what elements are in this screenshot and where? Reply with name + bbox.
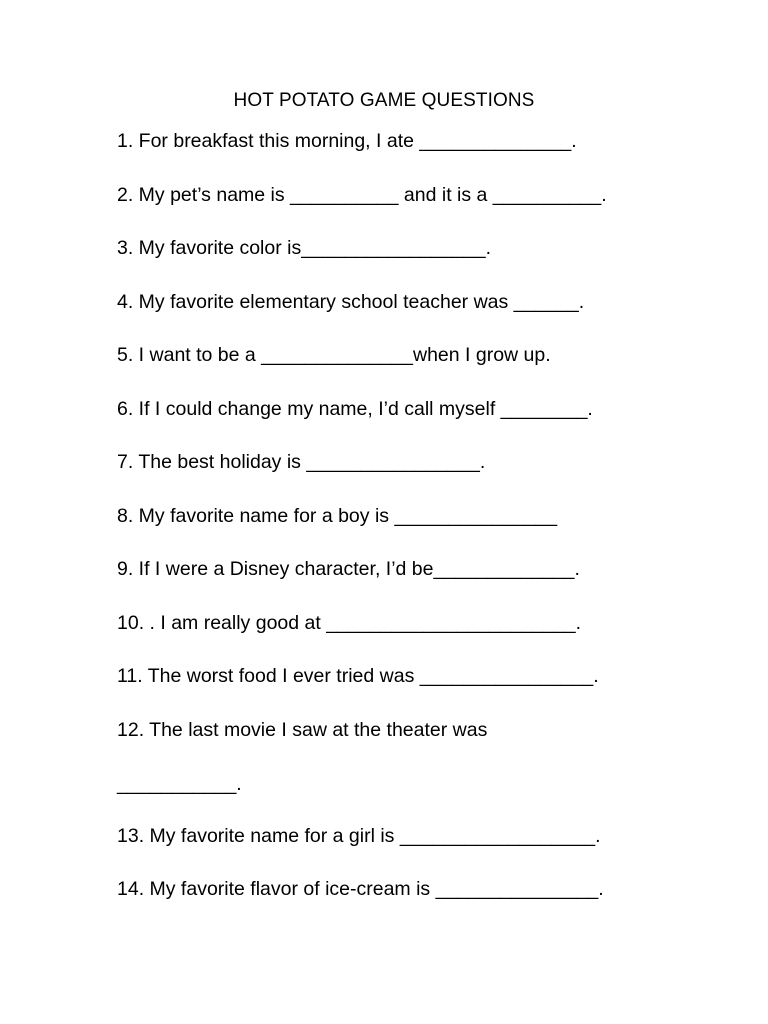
question-item: 4. My favorite elementary school teacher was ______. <box>117 290 585 313</box>
question-item: 7. The best holiday is ________________. <box>117 451 486 473</box>
question-item: 2. My pet’s name is __________ and it is a __________. <box>117 183 607 206</box>
question-text: 12. The last movie I saw at the theater was <box>117 718 488 741</box>
question-item: 11. The worst food I ever tried was ________________. <box>117 665 599 687</box>
question-item: 9. If I were a Disney character, I’d be_____________. <box>117 558 580 580</box>
question-item: 8. My favorite name for a boy is _______________ <box>117 504 558 527</box>
question-item: 1. For breakfast this morning, I ate ______________. <box>117 130 577 152</box>
question-continuation: ___________. <box>117 772 242 795</box>
question-item: 14. My favorite flavor of ice-cream is _______________. <box>117 878 604 900</box>
question-item: 13. My favorite name for a girl is __________________. <box>117 824 601 847</box>
question-item-12 <box>117 716 737 798</box>
question-item: 6. If I could change my name, I’d call myself ________. <box>117 397 593 420</box>
question-item: 3. My favorite color is_________________. <box>117 237 492 259</box>
document-title: HOT POTATO GAME QUESTIONS <box>233 90 535 111</box>
question-item: 10. . I am really good at _______________________. <box>117 611 582 634</box>
question-item: 5. I want to be a ______________when I grow up. <box>117 344 551 366</box>
question-list <box>117 127 737 929</box>
